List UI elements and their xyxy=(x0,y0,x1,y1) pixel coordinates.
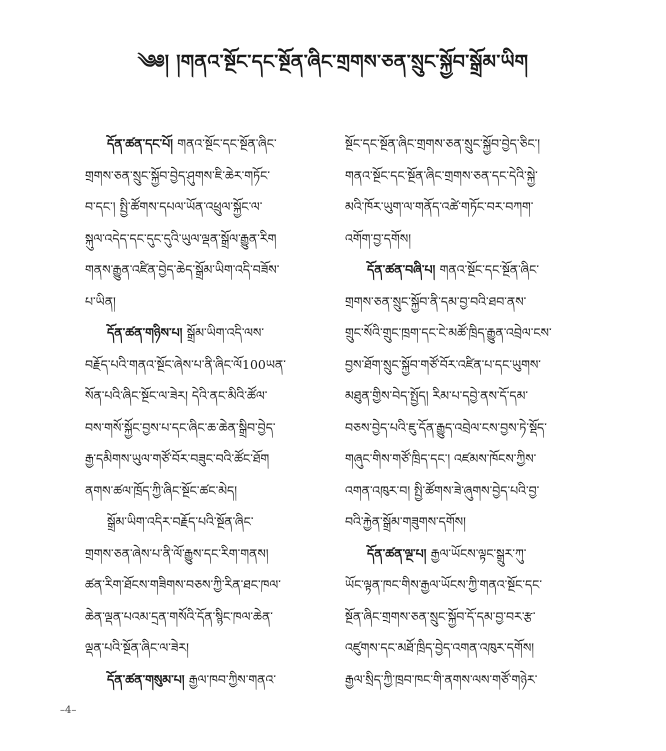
text-line xyxy=(345,380,583,412)
text-line xyxy=(345,286,583,318)
text-run: བྱས་ཐོག་སྲུང་སྐྱོབ་གཙོ་བོར་འཛིན་པ་དང་ཡུགས་ xyxy=(345,356,541,372)
text-line xyxy=(345,475,583,507)
text-line xyxy=(345,412,583,444)
text-run: སྔོན་ཞིང་གྲགས་ཅན་སྲུང་སྐྱོབ་དོ་དམ་བྱ་བར་རྩ་ xyxy=(345,608,536,624)
text-run: གྲུང་སོའི་གྲུང་ཁྲག་དང་ངེ་མཚོ་ཁྲིད་རྒྱུན་འབྲེལ་ངས་ xyxy=(345,325,552,340)
text-line xyxy=(345,443,583,475)
article-heading: དོན་ཚན་ལྔ་པ། xyxy=(367,545,431,561)
text-line xyxy=(345,223,583,255)
article-heading: དོན་ཚན་གཉིས་པ། xyxy=(107,325,187,340)
text-run: པ་ཡིན། xyxy=(85,293,116,309)
text-line xyxy=(85,160,323,192)
text-run: སྐུལ་འདེད་དང་དུང་དུའི་ཡུལ་ལྡན་སྒྲོལ་རྒྱུན་རིག xyxy=(85,230,277,246)
text-run: གནས་རྒྱུན་འཛིན་བྱེད་ཆེད་སྒྲོམ་ཡིག་འདི་བཟོས་ xyxy=(85,262,280,277)
article-heading: དོན་ཚན་གསུམ་པ། xyxy=(107,671,189,687)
text-line xyxy=(85,254,323,286)
text-run: གྲགས་ཅན་སྲུང་སྐྱོབ་བྱེད་ཤུགས་ཇི་ཆེར་གཏོང་ xyxy=(85,167,270,183)
text-line xyxy=(85,286,323,318)
text-run: ནགས་ཚལ་ཁྲོད་ཀྱི་ཞིང་སྔོང་ཚང་མེད། xyxy=(85,482,237,498)
text-run: གཞུང་གིས་གཙོ་ཁྲིད་དང་། འཛམས་ཁོངས་ཀྱིས་ xyxy=(345,451,537,466)
text-line xyxy=(85,223,323,255)
text-run: གནའ་སྔོང་དང་སྔོན་ཞིང་ xyxy=(177,136,277,151)
text-run: སོན་པའི་ཞིང་སྔོང་ལ་ཟེར། དེའི་ནང་མིའི་ཚོལ་ xyxy=(85,388,268,403)
text-run: ཆེན་ལྡན་པའམ་དྲན་གསོའི་དོན་སྙིང་ཁལ་ཆེན་ xyxy=(85,608,273,624)
text-line xyxy=(85,601,323,633)
text-line xyxy=(85,349,323,381)
text-line xyxy=(345,632,583,664)
text-run: ཚན་རིག་ཐོངས་གཟིགས་བཅས་ཀྱི་རིན་ཐང་ཁལ་ xyxy=(85,577,281,592)
text-run: བས་གསོ་སྐྱོང་བྱས་པ་དང་ཞིང་ཆ་ཆེན་སྒྲིབ་བྱེད་ xyxy=(85,419,276,435)
text-line xyxy=(345,160,583,192)
text-run: འཛུགས་དང་མཐོ་ཁྲིད་བྱེད་འགན་འཁུར་དགོས། xyxy=(345,640,535,655)
text-line xyxy=(345,191,583,223)
text-line xyxy=(85,664,323,696)
text-line xyxy=(345,506,583,538)
document-title: ༄༅། །གནའ་སྔོང་དང་སྔོན་ཞིང་གྲགས་ཅན་སྲུང་སྐྱོབ་སྒྲོམ་ཡིག xyxy=(137,51,529,73)
text-run: གནའ་སྔོང་དང་སྔོན་ཞིང་ xyxy=(439,262,539,277)
page-number: –4– xyxy=(60,705,77,716)
text-run: འགན་འཁུར་བ། སྤྱི་ཚོགས་ཟེ་ཞུགས་བྱེད་པའི་བྱ་ xyxy=(345,482,540,498)
text-line xyxy=(345,601,583,633)
text-line xyxy=(85,538,323,570)
text-run: རྒྱལ་ཡོངས་ལྟང་སྒྲུར་ཀུ་ xyxy=(430,545,527,561)
text-line xyxy=(85,380,323,412)
text-line xyxy=(85,632,323,664)
text-line xyxy=(345,317,583,349)
text-run: བཅས་བྱེད་པའི་ཇུ་དོན་རྒྱུད་འབྲེལ་ངས་བྱས་ཏེ་སྡོད་ xyxy=(345,419,547,435)
text-line xyxy=(85,475,323,507)
text-run: མའི་ཁོར་ཡུག་ལ་གནོད་འཚེ་གཏོང་བར་བཀག་ xyxy=(345,199,534,214)
text-line xyxy=(85,506,323,538)
text-run: ལྡན་པའི་སྔོན་ཞིང་ལ་ཟེར། xyxy=(85,640,189,655)
text-line xyxy=(345,569,583,601)
left-column xyxy=(85,128,323,695)
text-run: གྲགས་ཅན་སྲུང་སྐྱོབ་ནི་དམ་བྱ་བའི་ཐབ་ནས་ xyxy=(345,293,527,309)
text-run: སྒྲོམ་ཡིག་འདིར་བརྗོད་པའི་སྔོན་ཞིང་ xyxy=(107,514,254,529)
article-heading: དོན་ཚན་བཞི་པ། xyxy=(367,262,440,277)
text-run: རྒྱལ་ཁབ་ཀྱིས་གནའ་ xyxy=(188,671,276,687)
text-run: མཐུན་གྱིས་བེད་སྤྱོད། རིམ་པ་དབྱེ་ནས་དོ་དམ་ xyxy=(345,388,529,403)
text-run: སྔོང་དང་སྔོན་ཞིང་གྲགས་ཅན་སྲུང་སྐྱོབ་བྱེད་ཅིང་། xyxy=(345,136,541,151)
article-heading: དོན་ཚན་དང་པོ། xyxy=(107,136,178,151)
text-run: རྒྱལ་སྲིད་ཀྱི་ཁྲབ་ཁང་གི་ནགས་ལས་གཙོ་གཉེར་ xyxy=(345,671,538,687)
text-run: བ་དང་། སྤྱི་ཚོགས་དཔལ་ཡོན་འཕྲུལ་སྐྱོང་ལ་ xyxy=(85,199,263,214)
text-run: རྒྱ་དམིགས་ཡུལ་གཙོ་བོར་བཟུང་བའི་ཚོང་ཐོག xyxy=(85,451,270,466)
text-run: གནའ་སྔོང་དང་སྔོན་ཞིང་གྲགས་ཅན་དང་དེའི་སྐྱེ་ xyxy=(345,167,538,183)
text-run: ཡོང་ལྟན་ཁང་གིས་རྒྱལ་ཡོངས་ཀྱི་གནའ་སྔོང་དང་ xyxy=(345,577,543,592)
text-run: བརྗོད་པའི་གནའ་སྔོང་ཞེས་པ་ནི་ཞིང་ལོ100ཡན་ xyxy=(85,356,286,372)
text-line xyxy=(85,569,323,601)
text-line xyxy=(345,128,583,160)
text-run: སྒྲོམ་ཡིག་འདི་ལས་ xyxy=(186,325,264,340)
text-line xyxy=(85,128,323,160)
text-line xyxy=(85,412,323,444)
text-line xyxy=(345,664,583,696)
right-column xyxy=(345,128,583,695)
text-run: བའི་རྐྱེན་སྒྲོམ་གཟུགས་དགོས། xyxy=(345,514,466,529)
text-run: འགོག་བྱ་དགོས། xyxy=(345,230,411,246)
text-line xyxy=(85,191,323,223)
text-line xyxy=(85,317,323,349)
text-run: གྲགས་ཅན་ཞེས་པ་ནི་ལོ་རྒྱུས་དང་རིག་གནས། xyxy=(85,545,269,561)
text-line xyxy=(85,443,323,475)
text-line xyxy=(345,254,583,286)
text-line xyxy=(345,349,583,381)
text-line xyxy=(345,538,583,570)
